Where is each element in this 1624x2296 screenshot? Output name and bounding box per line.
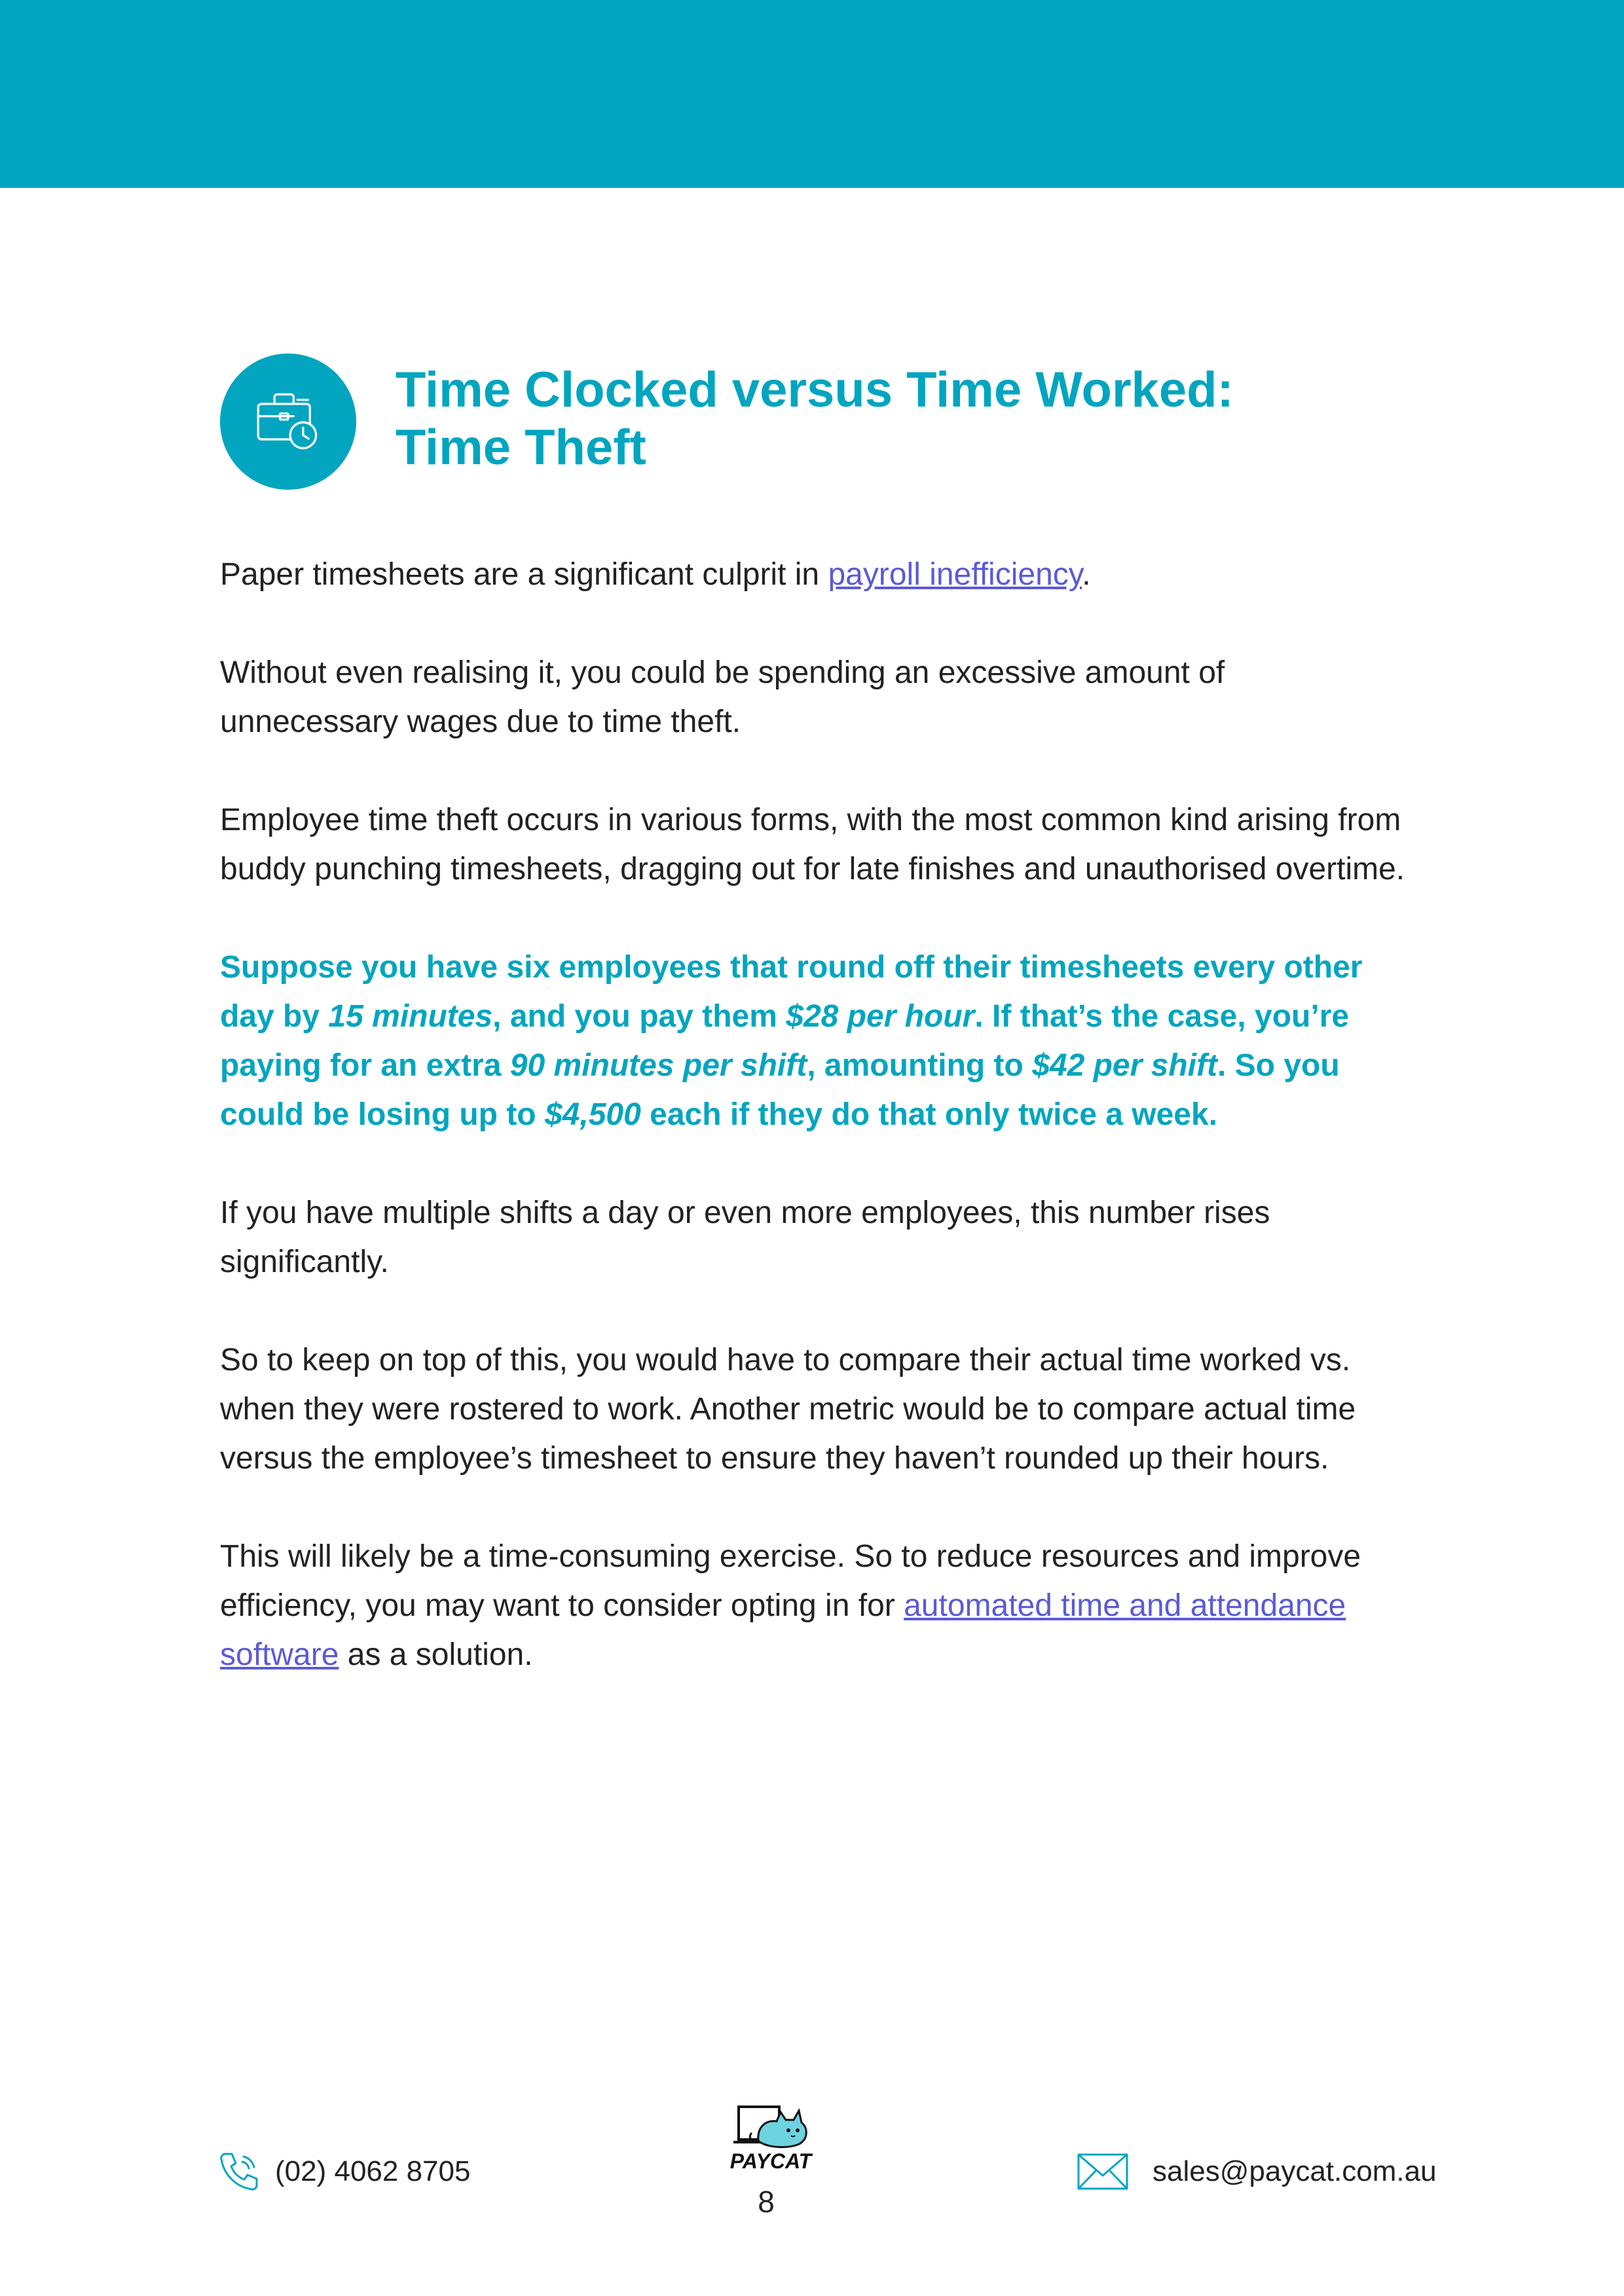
- article-body: [220, 550, 1405, 1728]
- paragraph-multiple-shifts: If you have multiple shifts a day or even more employees, this number rises significantly.: [220, 1195, 1270, 1279]
- intro-text: Paper timesheets are a significant culprit in: [220, 557, 828, 592]
- paragraph-wages: Without even realising it, you could be spending an excessive amount of unnecessary wages due to time theft.: [220, 655, 1225, 739]
- payroll-inefficiency-link[interactable]: payroll inefficiency: [828, 557, 1082, 592]
- email-address[interactable]: sales@paycat.com.au: [1153, 2155, 1437, 2187]
- paragraph-solution: [220, 1532, 1405, 1679]
- callout-text-1: Suppose you have six employees that round off their timesheets every other day by: [220, 950, 1363, 1034]
- phone-number[interactable]: (02) 4062 8705: [275, 2155, 471, 2187]
- paragraph-compare-times: So to keep on top of this, you would have to compare their actual time worked vs. when they were rostered to work. Another metric would be to compare actual time versus the employee’s timesheet to ensure they haven’t rounded up their hours.: [220, 1343, 1356, 1476]
- callout-emphasis-5: $4,500: [544, 1097, 641, 1132]
- footer-phone: [216, 2149, 470, 2195]
- envelope-icon: [1077, 2152, 1129, 2191]
- callout-text-4: , amounting to: [807, 1048, 1033, 1083]
- paycat-logo-icon: [728, 2103, 813, 2155]
- phone-icon: [216, 2149, 262, 2195]
- brand-name: PAYCAT: [729, 2149, 812, 2173]
- paycat-logo: [728, 2103, 813, 2175]
- intro-end: .: [1082, 557, 1091, 592]
- automated-time-software-link[interactable]: automated time and attendance software: [220, 1588, 1346, 1672]
- callout-text-5: . So you could be losing up to: [220, 1048, 1340, 1132]
- callout-emphasis-2: $28 per hour: [786, 999, 975, 1034]
- callout-emphasis-4: $42 per shift: [1032, 1048, 1217, 1083]
- callout-text-2: , and you pay them: [492, 999, 786, 1034]
- header-band: [0, 0, 1624, 188]
- callout-emphasis-3: 90 minutes per shift: [509, 1048, 807, 1083]
- callout-text-3: . If that’s the case, you’re paying for an extra: [220, 999, 1350, 1083]
- briefcase-clock-icon: [220, 354, 356, 490]
- callout-emphasis-1: 15 minutes: [328, 999, 493, 1034]
- title-line-1: Time Clocked versus Time Worked:: [396, 362, 1234, 418]
- callout-text-6: each if they do that only twice a week.: [640, 1097, 1218, 1132]
- solution-text: This will likely be a time-consuming exercise. So to reduce resources and improve efficiency, you may want to consider opting in for: [220, 1539, 1361, 1623]
- section-title: [396, 361, 1443, 477]
- solution-end: as a solution.: [339, 1637, 533, 1672]
- paragraph-time-theft-forms: Employee time theft occurs in various forms, with the most common kind arising from buddy punching timesheets, dragging out for late finishes and unauthorised overtime.: [220, 803, 1405, 886]
- paragraph-intro: [220, 550, 1405, 599]
- callout-example: [220, 943, 1405, 1139]
- footer-email: [1077, 2149, 1437, 2195]
- page-number: 8: [758, 2185, 775, 2219]
- title-line-2: Time Theft: [396, 420, 646, 475]
